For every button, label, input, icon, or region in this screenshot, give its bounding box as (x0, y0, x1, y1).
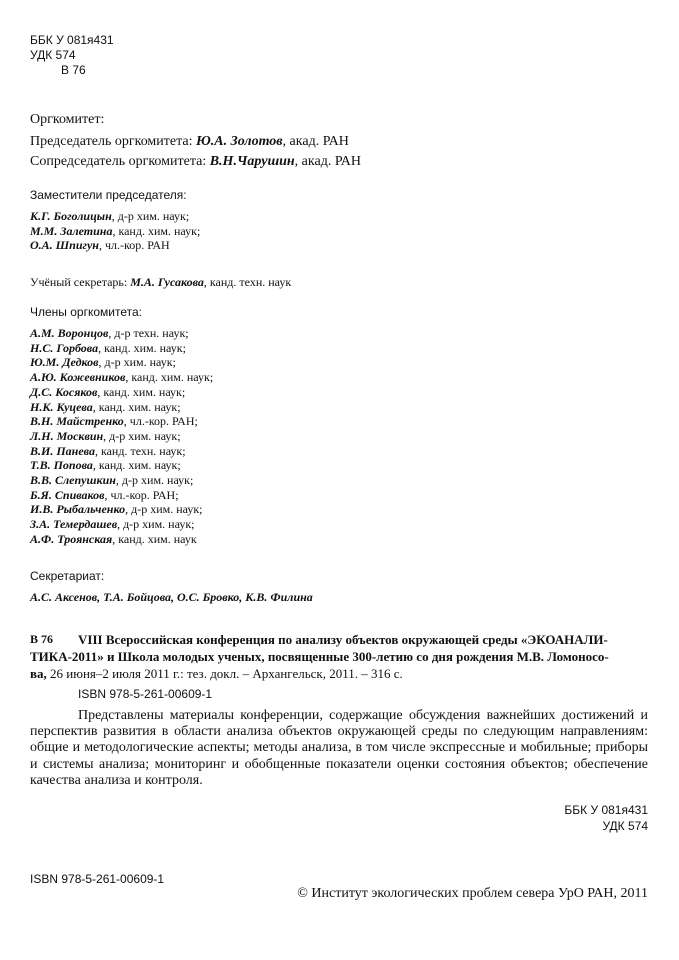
person-degree: , д-р хим. наук; (117, 517, 195, 532)
list-item (30, 488, 213, 503)
secretary-name: М.А. Гусакова (130, 275, 204, 289)
list-item (30, 385, 213, 400)
list-item (30, 429, 213, 444)
person-degree: , канд. хим. наук; (112, 223, 201, 238)
catalog-code: В 76 (30, 632, 54, 646)
person-name: Т.В. Попова (30, 458, 93, 473)
person-name: И.В. Рыбальченко (30, 502, 126, 517)
secretariat-names: А.С. Аксенов, Т.А. Бойцова, О.С. Бровко, К.В. Филина (30, 590, 313, 604)
bbk-code-top: ББК У 081я431 (30, 33, 114, 47)
list-item (30, 532, 213, 547)
catalog-isbn: ISBN 978-5-261-00609-1 (78, 687, 213, 701)
deputies-heading: Заместители председателя: (30, 188, 187, 202)
person-degree: , канд. хим. наук; (97, 384, 186, 399)
cochair-title: , акад. РАН (294, 154, 362, 169)
catalog-title-line-2: ТИКА-2011» и Школа молодых ученых, посвященные 300-летию со дня рождения М.В. Ломоносо- (30, 649, 609, 664)
secretariat-heading: Секретариат: (30, 569, 105, 583)
person-name: Ю.М. Дедков (30, 355, 99, 370)
person-degree: , чл.-кор. РАН; (123, 414, 198, 429)
list-item (30, 458, 213, 473)
person-degree: , д-р хим. наук; (125, 502, 203, 517)
list-item (30, 370, 213, 385)
cochair-name: В.Н.Чарушин (209, 154, 295, 169)
person-name: К.Г. Боголицын (30, 209, 112, 223)
chair-role: Председатель оргкомитета: (30, 134, 196, 149)
person-name: В.В. Слепушкин (30, 473, 116, 488)
person-name: В.И. Панева (30, 443, 95, 458)
list-item (30, 224, 200, 239)
person-name: В.Н. Майстренко (30, 414, 124, 429)
person-degree: , канд. хим. наук; (125, 370, 214, 385)
person-degree: , д-р хим. наук; (115, 473, 194, 488)
person-degree: , канд. хим. наук; (98, 340, 186, 355)
person-name: Н.К. Куцева (30, 399, 93, 414)
cochair-role: Сопредседатель оргкомитета: (30, 154, 210, 169)
person-degree: , канд. хим. наук; (92, 399, 181, 414)
person-degree: , д-р хим. наук; (111, 209, 190, 223)
list-item (30, 326, 213, 341)
members-heading: Члены оргкомитета: (30, 305, 143, 319)
catalog-imprint: 26 июня–2 июля 2011 г.: тез. докл. – Архангельск, 2011. – 316 с. (46, 666, 403, 681)
list-item (30, 414, 213, 429)
list-item (30, 341, 213, 356)
chair-title: , акад. РАН (282, 134, 349, 149)
list-item (30, 355, 213, 370)
udk-code-top: УДК 574 (30, 48, 76, 62)
person-name: А.М. Воронцов (30, 326, 109, 340)
catalog-title-end: ва, (30, 666, 47, 681)
secretary-line (30, 275, 291, 290)
secretary-role: Учёный секретарь: (30, 275, 131, 289)
orgcommittee-heading: Оргкомитет: (30, 112, 105, 127)
list-item (30, 502, 213, 517)
abstract-paragraph: Представлены материалы конференции, содержащие обсуждения важнейших достижений и перспектив развития в области анализа объектов окружающей среды по следующим направлениям: общие и методологические аспекты; методы анализа, в том числе экспрессные и мобильные; приборы и системы анализа; мониторинг и обобщенные показатели оценки состояния объектов; обеспечение качества анализа и контроля. (30, 708, 648, 788)
person-name: А.Ф. Троянская (30, 531, 113, 546)
list-item (30, 209, 200, 224)
person-degree: , чл.-кор. РАН; (104, 487, 179, 502)
person-name: А.Ю. Кожевников (30, 370, 126, 385)
list-item (30, 238, 200, 253)
cochair-line (30, 153, 361, 170)
chair-name: Ю.А. Золотов (196, 134, 283, 149)
udk-code-bottom: УДК 574 (602, 819, 648, 833)
person-name: Б.Я. Спиваков (30, 487, 105, 502)
members-list (30, 326, 213, 547)
person-name: Д.С. Косяков (30, 384, 98, 399)
person-name: О.А. Шпигун (30, 238, 99, 253)
list-item (30, 444, 213, 459)
person-name: З.А. Темердашев (30, 517, 118, 532)
person-degree: , д-р хим. наук; (103, 428, 181, 443)
copyright-notice: © Институт экологических проблем севера УрО РАН, 2011 (297, 886, 648, 901)
chair-line (30, 133, 349, 150)
catalog-title-line-3 (30, 665, 403, 682)
list-item (30, 517, 213, 532)
catalog-title-line-1: VIII Всероссийская конференция по анализу объектов окружающей среды «ЭКОАНАЛИ- (78, 632, 608, 647)
person-name: Н.С. Горбова (30, 340, 99, 355)
footer-isbn: ISBN 978-5-261-00609-1 (30, 872, 165, 886)
bbk-code-bottom: ББК У 081я431 (564, 803, 648, 817)
person-name: Л.Н. Москвин (30, 428, 104, 443)
person-degree: , канд. хим. наук (112, 531, 197, 546)
person-degree: , д-р техн. наук; (108, 326, 189, 340)
person-degree: , канд. техн. наук; (94, 443, 186, 458)
list-item (30, 400, 213, 415)
secretary-title: , канд. техн. наук (203, 275, 292, 289)
author-mark-top: В 76 (61, 63, 86, 77)
person-degree: , канд. хим. наук; (92, 458, 181, 473)
person-degree: , чл.-кор. РАН (98, 238, 170, 253)
list-item (30, 473, 213, 488)
person-name: М.М. Залетина (30, 223, 113, 238)
person-degree: , д-р хим. наук; (98, 355, 176, 370)
deputies-list (30, 209, 200, 253)
